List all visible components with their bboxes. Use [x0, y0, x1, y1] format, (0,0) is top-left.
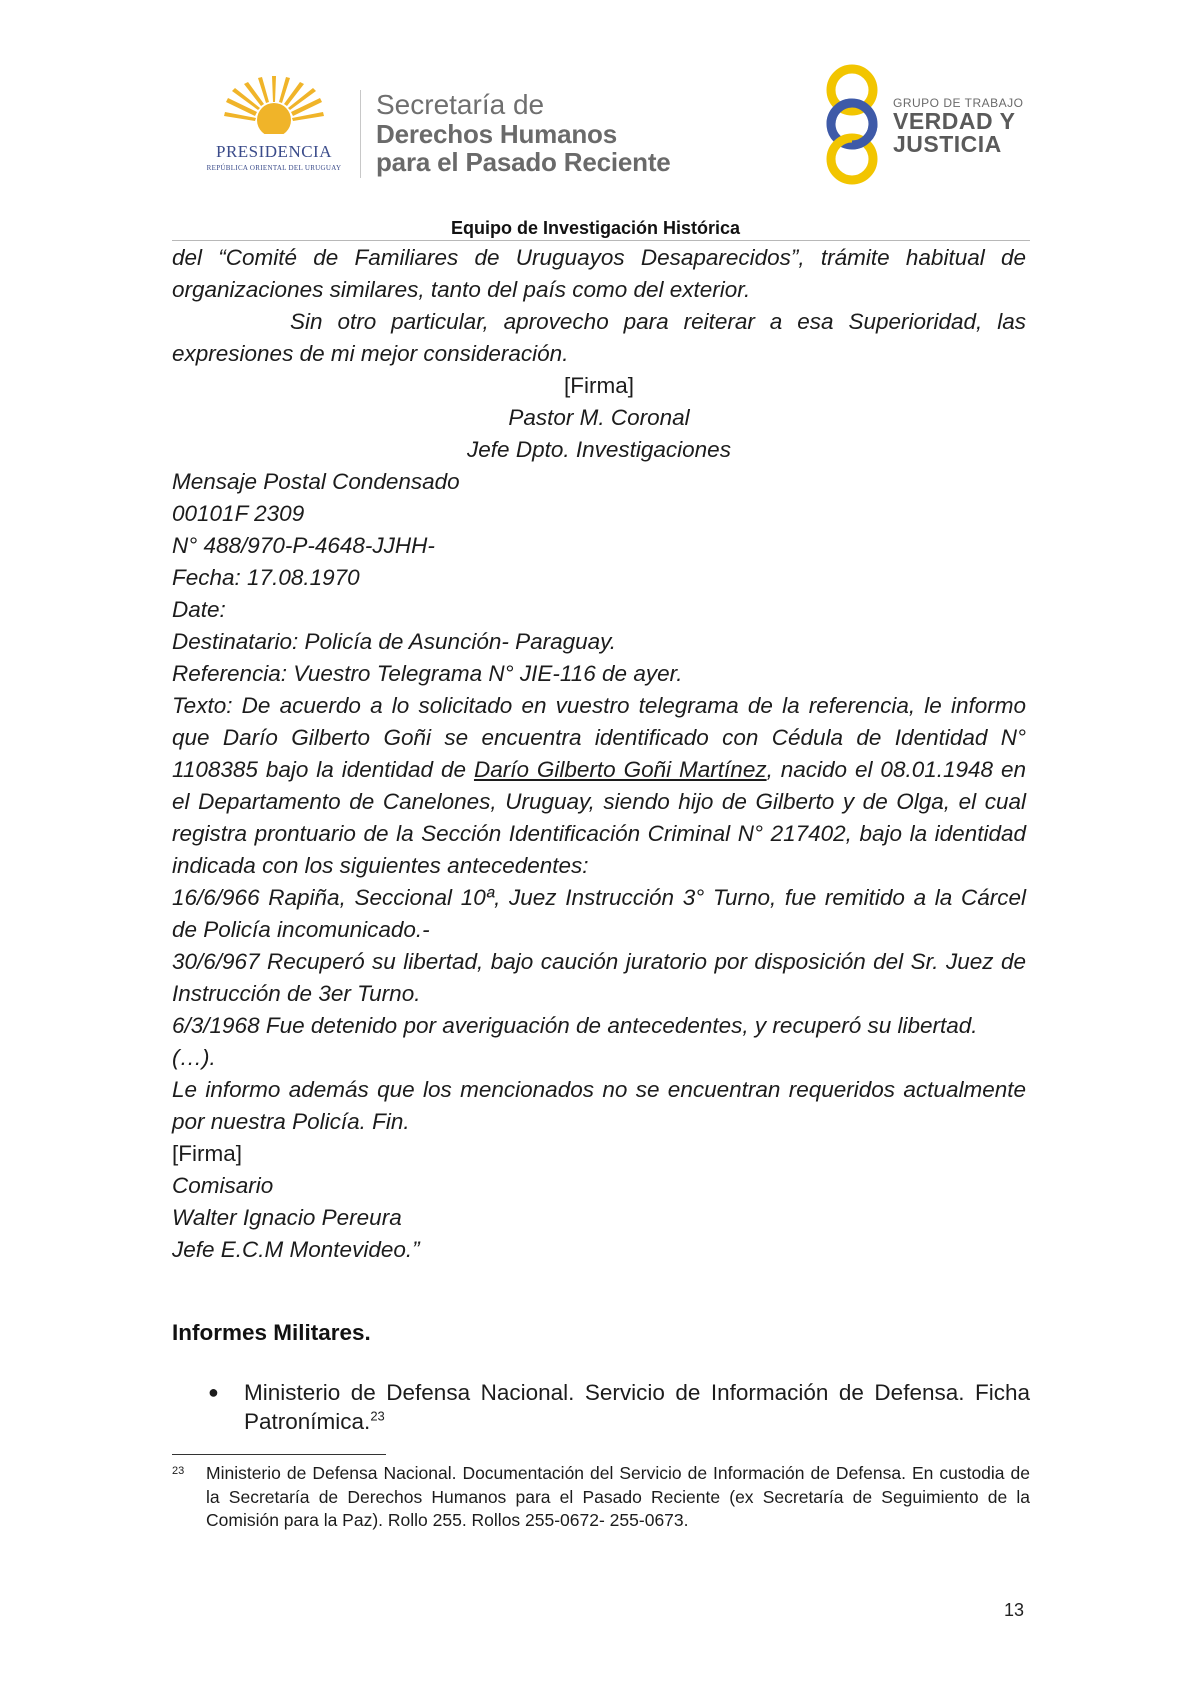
message-fecha: Fecha: 17.08.1970	[172, 565, 360, 590]
header-rule	[172, 240, 1030, 241]
verdad-justicia-rings-icon	[812, 64, 892, 186]
signature-placeholder: [Firma]	[564, 373, 634, 398]
bullet-item	[208, 1378, 1030, 1436]
signer-2-title: Jefe E.C.M Montevideo.”	[172, 1237, 420, 1262]
message-code: 00101F 2309	[172, 501, 305, 526]
grupo-line-3: JUSTICIA	[893, 131, 1002, 157]
page-header	[0, 0, 1191, 238]
grupo-line-1: GRUPO DE TRABAJO	[893, 96, 1024, 110]
signer-rank: Comisario	[172, 1173, 274, 1198]
bullet-text	[244, 1378, 1030, 1436]
message-type: Mensaje Postal Condensado	[172, 469, 460, 494]
record-entry-2: 30/6/967 Recuperó su libertad, bajo caución juratorio por disposición del Sr. Juez de Instrucción de 3er Turno.	[172, 949, 1026, 1006]
message-text	[172, 690, 1026, 882]
presidencia-subtitle: REPÚBLICA ORIENTAL DEL URUGUAY	[206, 164, 342, 172]
footnote-reference[interactable]: 23	[370, 1408, 385, 1424]
closing-paragraph: Le informo además que los mencionados no se encuentran requeridos actualmente por nuestra Policía. Fin.	[172, 1077, 1026, 1134]
message-date: Date:	[172, 597, 226, 622]
grupo-trabajo-text	[893, 96, 1023, 156]
paragraph-regards: Sin otro particular, aprovecho para reiterar a esa Superioridad, las expresiones de mi mejor consideración.	[172, 309, 1026, 366]
bullet-label: Ministerio de Defensa Nacional. Servicio de Información de Defensa. Ficha Patronímica.	[244, 1380, 1030, 1434]
presidencia-logo	[196, 76, 352, 186]
message-number: N° 488/970-P-4648-JJHH-	[172, 533, 435, 558]
footnote	[172, 1462, 1030, 1533]
message-text-part-2: , nacido el 08.01.1948 en el Departamento de Canelones, Uruguay, siendo hijo de Gilberto y de Olga, el cual registra prontuario de la Sección Identificación Criminal N° 217402, bajo la identidad indicada con los siguientes antecedentes:	[172, 757, 1026, 878]
bullet-icon: ●	[208, 1382, 219, 1402]
message-reference: Referencia: Vuestro Telegrama N° JIE-116 de ayer.	[172, 661, 683, 686]
section-heading: Informes Militares.	[172, 1320, 371, 1345]
presidencia-name: PRESIDENCIA	[215, 142, 332, 161]
signer-title: Jefe Dpto. Investigaciones	[467, 437, 731, 462]
ellipsis: (…).	[172, 1045, 216, 1070]
secretaria-line-2: Derechos Humanos	[376, 119, 617, 149]
secretaria-line-3: para el Pasado Reciente	[376, 147, 671, 177]
footnote-text: Ministerio de Defensa Nacional. Documentación del Servicio de Información de Defensa. En custodia de la Secretaría de Derechos Humanos para el Pasado Reciente (ex Secretaría de Seguimiento de la Comisión para la Paz). Rollo 255. Rollos 255-0672- 255-0673.	[206, 1463, 1030, 1530]
team-title: Equipo de Investigación Histórica	[450, 218, 741, 238]
message-text-part-1: Texto: De acuerdo a lo solicitado en vuestro telegrama de la referencia, le informo que Darío Gilberto Goñi se encuentra identificado con Cédula de Identidad N° 1108385 bajo la identidad de	[172, 693, 1026, 782]
message-recipient: Destinatario: Policía de Asunción- Paraguay.	[172, 629, 616, 654]
grupo-line-2: VERDAD Y	[893, 108, 1016, 134]
footnote-number: 23	[172, 1465, 185, 1477]
record-entry-1: 16/6/966 Rapiña, Seccional 10ª, Juez Instrucción 3° Turno, fue remitido a la Cárcel de Policía incomunicado.-	[172, 885, 1026, 942]
secretaria-logo-text	[376, 90, 671, 176]
page-number: 13	[1004, 1600, 1025, 1620]
identified-name: Darío Gilberto Goñi Martínez	[473, 757, 767, 782]
footnote-rule	[172, 1454, 386, 1455]
signer-name: Pastor M. Coronal	[508, 405, 690, 430]
signer-2-name: Walter Ignacio Pereura	[172, 1205, 402, 1230]
record-entry-3: 6/3/1968 Fue detenido por averiguación de antecedentes, y recuperó su libertad.	[172, 1013, 978, 1038]
sun-icon	[224, 76, 324, 140]
paragraph-committee: del “Comité de Familiares de Uruguayos Desaparecidos”, trámite habitual de organizaciones similares, tanto del país como del exterior.	[172, 245, 1026, 302]
signature-placeholder-2: [Firma]	[172, 1141, 242, 1166]
document-body	[172, 242, 1026, 1266]
secretaria-line-1: Secretaría de	[376, 89, 545, 120]
header-divider	[360, 90, 361, 178]
